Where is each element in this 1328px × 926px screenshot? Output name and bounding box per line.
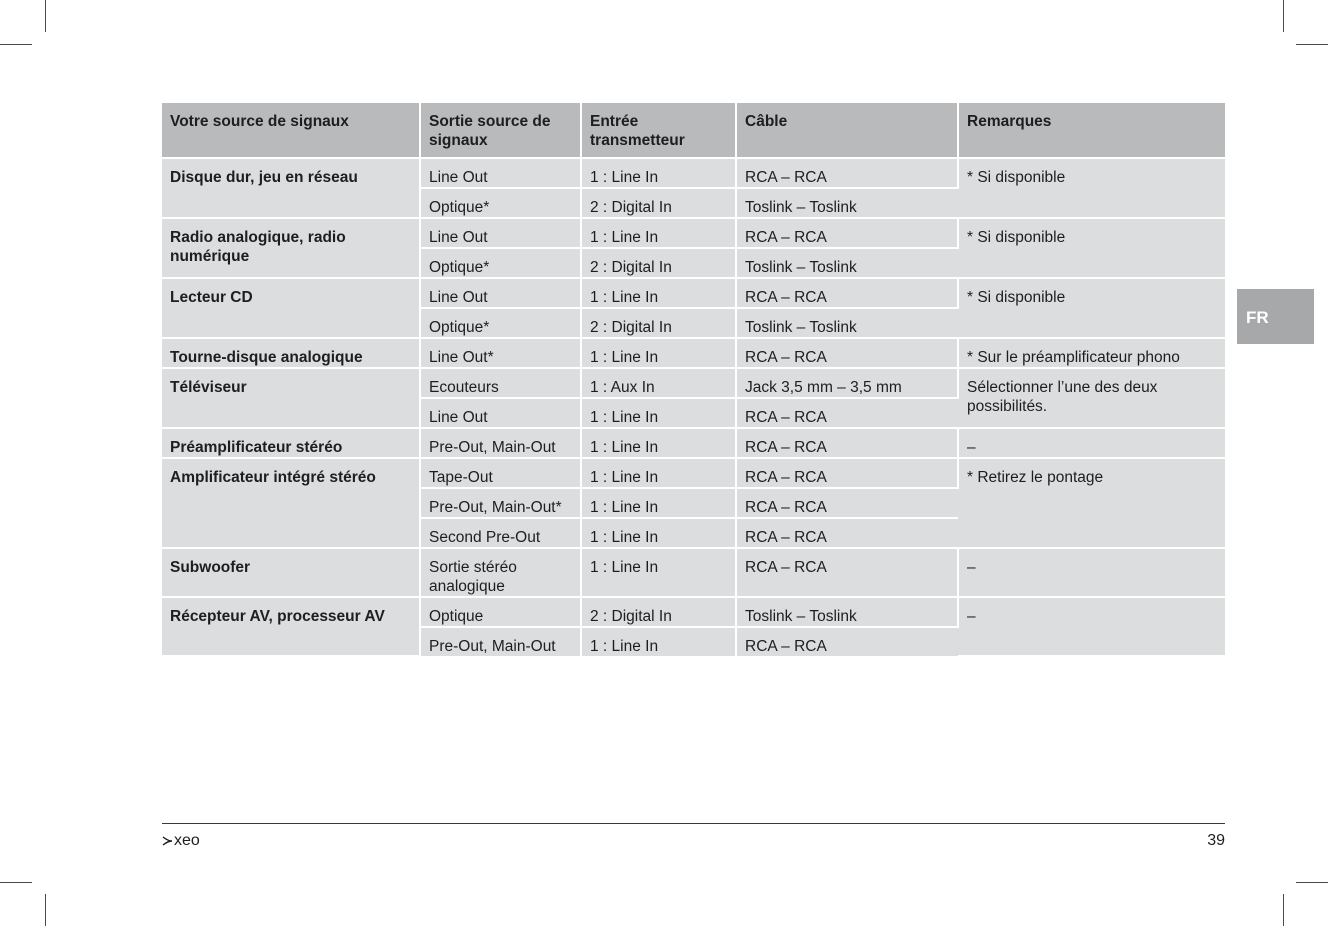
source-cell: Subwoofer	[162, 548, 420, 597]
output-cell: Line Out	[420, 218, 581, 248]
remark-cell: –	[958, 548, 1225, 597]
cable-cell: RCA – RCA	[736, 548, 958, 597]
cable-cell: RCA – RCA	[736, 338, 958, 368]
crop-mark	[1296, 882, 1328, 883]
output-cell: Optique*	[420, 188, 581, 218]
cable-cell: RCA – RCA	[736, 518, 958, 548]
xeo-logo-icon	[162, 835, 173, 847]
source-cell: Radio analogique, radio numérique	[162, 218, 420, 278]
remark-cell: * Si disponible	[958, 278, 1225, 338]
footer-divider	[162, 823, 1225, 824]
signal-source-table	[162, 103, 1225, 657]
crop-mark	[45, 894, 46, 926]
output-cell: Pre-Out, Main-Out*	[420, 488, 581, 518]
source-cell: Disque dur, jeu en réseau	[162, 158, 420, 218]
brand-name: xeo	[174, 832, 200, 849]
header-source: Votre source de signaux	[162, 103, 420, 158]
crop-mark	[45, 0, 46, 32]
source-cell: Préamplificateur stéréo	[162, 428, 420, 458]
crop-mark	[1283, 894, 1284, 926]
cable-cell: Toslink – Toslink	[736, 188, 958, 218]
crop-mark	[1296, 44, 1328, 45]
remark-cell: * Sur le préamplificateur phono	[958, 338, 1225, 368]
table-header-row	[162, 103, 1225, 158]
remark-cell: Sélectionner l’une des deux possibilités.	[958, 368, 1225, 428]
header-transmitter-input: Entrée transmetteur	[581, 103, 736, 158]
output-cell: Pre-Out, Main-Out	[420, 428, 581, 458]
input-cell: 2 : Digital In	[581, 597, 736, 627]
output-cell: Sortie stéréo analogique	[420, 548, 581, 597]
cable-cell: Toslink – Toslink	[736, 597, 958, 627]
input-cell: 1 : Line In	[581, 158, 736, 188]
input-cell: 1 : Line In	[581, 627, 736, 656]
output-cell: Ecouteurs	[420, 368, 581, 398]
input-cell: 2 : Digital In	[581, 308, 736, 338]
input-cell: 1 : Line In	[581, 458, 736, 488]
crop-mark	[0, 44, 32, 45]
output-cell: Line Out	[420, 398, 581, 428]
source-cell: Amplificateur intégré stéréo	[162, 458, 420, 548]
remark-cell: * Si disponible	[958, 218, 1225, 278]
remark-cell: * Si disponible	[958, 158, 1225, 218]
language-tab-fr: FR	[1237, 289, 1314, 344]
cable-cell: RCA – RCA	[736, 218, 958, 248]
cable-cell: Toslink – Toslink	[736, 308, 958, 338]
cable-cell: RCA – RCA	[736, 158, 958, 188]
output-cell: Line Out	[420, 158, 581, 188]
table-row	[162, 278, 1225, 308]
cable-cell: Toslink – Toslink	[736, 248, 958, 278]
table-row	[162, 458, 1225, 488]
input-cell: 2 : Digital In	[581, 188, 736, 218]
cable-cell: RCA – RCA	[736, 627, 958, 656]
cable-cell: RCA – RCA	[736, 278, 958, 308]
output-cell: Tape-Out	[420, 458, 581, 488]
input-cell: 1 : Line In	[581, 488, 736, 518]
cable-cell: RCA – RCA	[736, 488, 958, 518]
input-cell: 1 : Line In	[581, 338, 736, 368]
header-remarks: Remarques	[958, 103, 1225, 158]
cable-cell: RCA – RCA	[736, 428, 958, 458]
remark-cell: –	[958, 428, 1225, 458]
input-cell: 1 : Line In	[581, 218, 736, 248]
source-cell: Récepteur AV, processeur AV	[162, 597, 420, 656]
table-row	[162, 597, 1225, 627]
input-cell: 1 : Line In	[581, 398, 736, 428]
table-row	[162, 158, 1225, 188]
table-row	[162, 338, 1225, 368]
cable-cell: Jack 3,5 mm – 3,5 mm	[736, 368, 958, 398]
header-cable: Câble	[736, 103, 958, 158]
input-cell: 1 : Line In	[581, 548, 736, 597]
header-source-output: Sortie source de signaux	[420, 103, 581, 158]
output-cell: Second Pre-Out	[420, 518, 581, 548]
brand-logo	[162, 832, 200, 850]
output-cell: Pre-Out, Main-Out	[420, 627, 581, 656]
remark-cell: * Retirez le pontage	[958, 458, 1225, 548]
output-cell: Line Out	[420, 278, 581, 308]
input-cell: 1 : Aux In	[581, 368, 736, 398]
table-row	[162, 218, 1225, 248]
table-row	[162, 548, 1225, 597]
source-cell: Tourne-disque analogique	[162, 338, 420, 368]
crop-mark	[1283, 0, 1284, 32]
output-cell: Optique*	[420, 248, 581, 278]
output-cell: Line Out*	[420, 338, 581, 368]
source-cell: Téléviseur	[162, 368, 420, 428]
page-number: 39	[1207, 832, 1225, 849]
remark-cell: –	[958, 597, 1225, 656]
input-cell: 2 : Digital In	[581, 248, 736, 278]
cable-cell: RCA – RCA	[736, 458, 958, 488]
table-row	[162, 368, 1225, 398]
cable-cell: RCA – RCA	[736, 398, 958, 428]
source-cell: Lecteur CD	[162, 278, 420, 338]
input-cell: 1 : Line In	[581, 518, 736, 548]
crop-mark	[0, 882, 32, 883]
table-row	[162, 428, 1225, 458]
input-cell: 1 : Line In	[581, 278, 736, 308]
output-cell: Optique*	[420, 308, 581, 338]
input-cell: 1 : Line In	[581, 428, 736, 458]
output-cell: Optique	[420, 597, 581, 627]
